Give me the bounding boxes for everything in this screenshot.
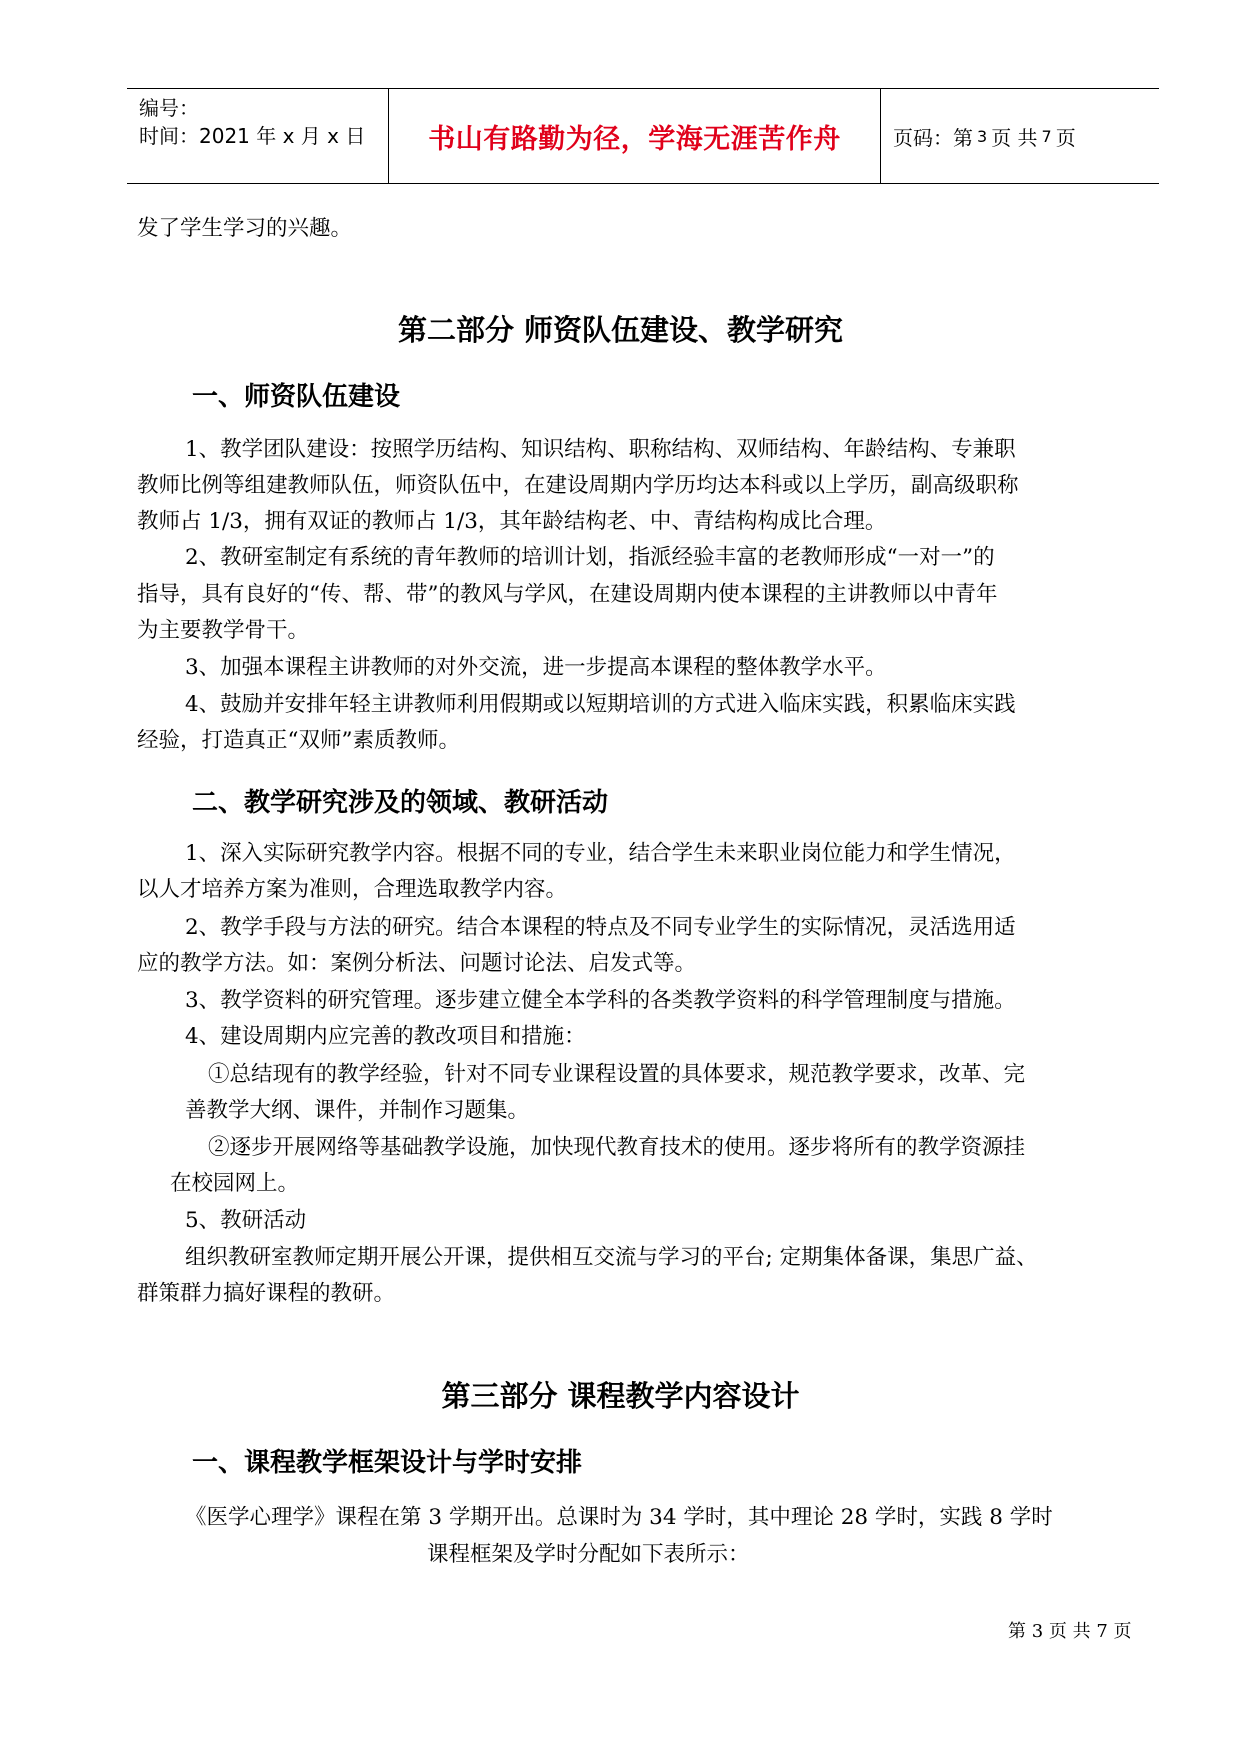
header-page-info — [881, 89, 1159, 183]
part2-title: 第二部分 师资队伍建设、教学研究 — [397, 313, 844, 347]
page-total: 7 — [1041, 126, 1052, 146]
document-header — [127, 88, 1159, 184]
paragraph-line: 以人才培养方案为准则，合理选取教学内容。 — [137, 877, 568, 902]
continuation-line: 发了学生学习的兴趣。 — [137, 216, 353, 241]
paragraph-line: 《医学心理学》课程在第 3 学期开出。总课时为 34 学时，其中理论 28 学时，实践 8 学时 — [185, 1505, 1053, 1530]
paragraph-line: 在校园网上。 — [170, 1171, 300, 1196]
header-meta — [127, 89, 389, 183]
paragraph-line: 3、教学资料的研究管理。逐步建立健全本学科的各类教学资料的科学管理制度与措施。 — [185, 988, 1016, 1013]
paragraph-line: 4、鼓励并安排年轻主讲教师利用假期或以短期培训的方式进入临床实践，积累临床实践 — [185, 692, 1016, 717]
page-mid: 页 共 — [991, 125, 1038, 150]
page-prefix: 页码：第 — [893, 125, 973, 150]
page-number: 3 — [977, 126, 988, 146]
paragraph-line: 指导，具有良好的“传、帮、带”的教风与学风，在建设周期内使本课程的主讲教师以中青年 — [137, 582, 998, 607]
paragraph-line: ①总结现有的教学经验，针对不同专业课程设置的具体要求，规范教学要求，改革、完 — [208, 1062, 1026, 1087]
part3-title: 第三部分 课程教学内容设计 — [441, 1379, 800, 1413]
section-2-1-title: 一、师资队伍建设 — [192, 382, 401, 412]
paragraph-line: 1、深入实际研究教学内容。根据不同的专业，结合学生未来职业岗位能力和学生情况， — [185, 841, 1016, 866]
paragraph-line: 善教学大纲、课件，并制作习题集。 — [185, 1098, 530, 1123]
paragraph-line: 课程框架及学时分配如下表所示： — [427, 1542, 750, 1567]
header-motto: 书山有路勤为径，学海无涯苦作舟 — [389, 89, 881, 183]
paragraph-line: 4、建设周期内应完善的教改项目和措施： — [185, 1024, 586, 1049]
paragraph-line: 1、教学团队建设：按照学历结构、知识结构、职称结构、双师结构、年龄结构、专兼职 — [185, 437, 1016, 462]
paragraph-line: 教师占 1/3，拥有双证的教师占 1/3，其年龄结构老、中、青结构构成比合理。 — [137, 509, 887, 534]
page-footer: 第 3 页 共 7 页 — [1008, 1621, 1132, 1642]
paragraph-line: 经验，打造真正“双师”素质教师。 — [137, 728, 460, 753]
paragraph-line: 5、教研活动 — [185, 1208, 307, 1233]
paragraph-line: 2、教研室制定有系统的青年教师的培训计划，指派经验丰富的老教师形成“一对一”的 — [185, 545, 995, 570]
paragraph-line: 2、教学手段与方法的研究。结合本课程的特点及不同专业学生的实际情况，灵活选用适 — [185, 915, 1016, 940]
section-3-1-title: 一、课程教学框架设计与学时安排 — [192, 1448, 583, 1478]
paragraph-line: 组织教研室教师定期开展公开课，提供相互交流与学习的平台; 定期集体备课，集思广益、 — [185, 1245, 1038, 1270]
paragraph-line: 群策群力搞好课程的教研。 — [137, 1281, 396, 1306]
paragraph-line: 应的教学方法。如：案例分析法、问题讨论法、启发式等。 — [137, 951, 697, 976]
page-suffix: 页 — [1055, 125, 1076, 150]
paragraph-line: ②逐步开展网络等基础教学设施，加快现代教育技术的使用。逐步将所有的教学资源挂 — [208, 1135, 1026, 1160]
paragraph-line: 3、加强本课程主讲教师的对外交流，进一步提高本课程的整体教学水平。 — [185, 655, 887, 680]
section-2-2-title: 二、教学研究涉及的领域、教研活动 — [192, 788, 609, 818]
serial-label: 编号： — [139, 96, 199, 120]
paragraph-line: 教师比例等组建教师队伍，师资队伍中，在建设周期内学历均达本科或以上学历，副高级职称 — [137, 473, 1019, 498]
time-label: 时间：2021 年 x 月 x 日 — [139, 124, 366, 148]
paragraph-line: 为主要教学骨干。 — [137, 618, 310, 643]
